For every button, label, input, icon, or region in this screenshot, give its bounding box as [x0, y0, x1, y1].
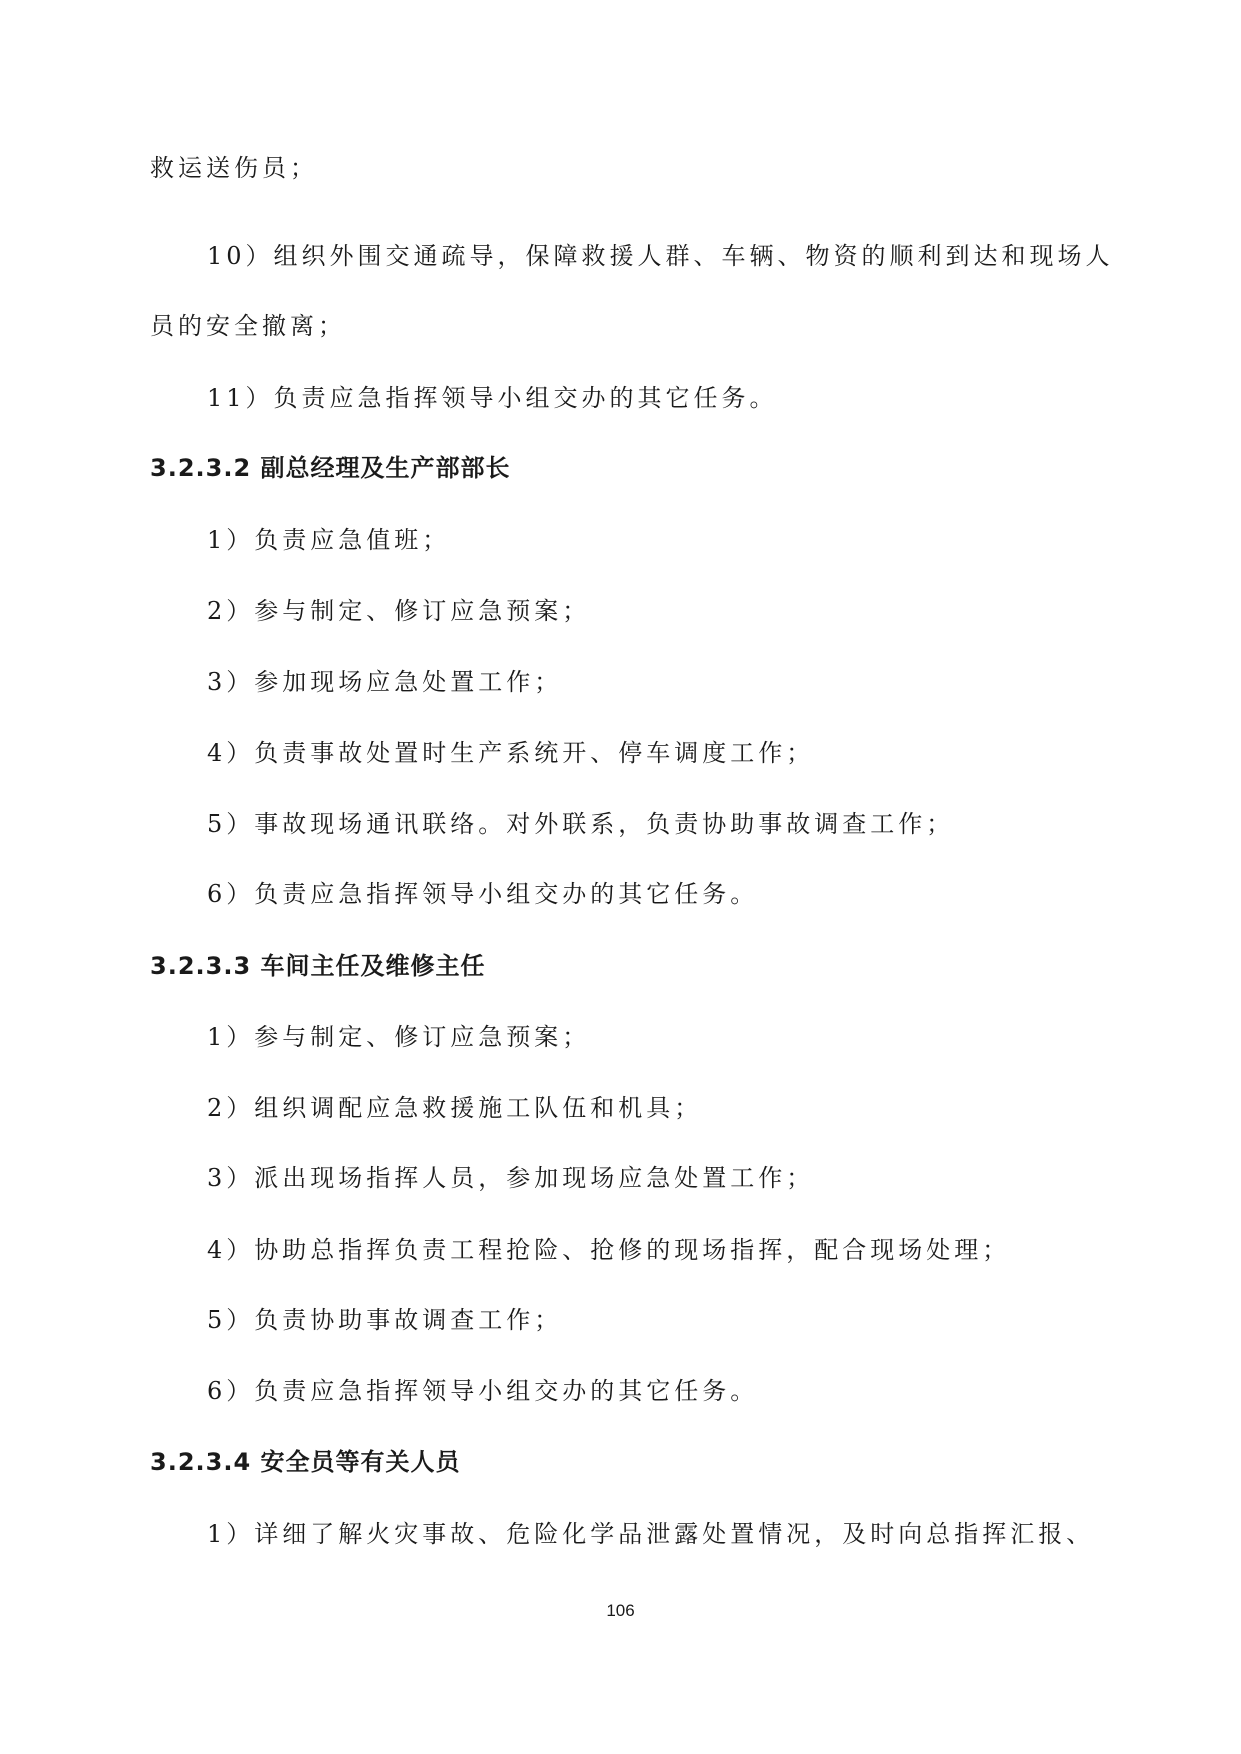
list-item: 5）事故现场通讯联络。对外联系，负责协助事故调查工作；	[207, 810, 955, 838]
paragraph-line: 员的安全撤离；	[150, 312, 346, 340]
paragraph-line: 救运送伤员；	[150, 154, 318, 182]
section-heading: 3.2.3.4 安全员等有关人员	[150, 1448, 461, 1476]
list-item: 6）负责应急指挥领导小组交办的其它任务。	[207, 880, 759, 908]
list-item: 1）详细了解火灾事故、危险化学品泄露处置情况，及时向总指挥汇报、	[207, 1520, 1095, 1548]
list-item: 6）负责应急指挥领导小组交办的其它任务。	[207, 1377, 759, 1405]
paragraph-line: 11）负责应急指挥领导小组交办的其它任务。	[207, 384, 778, 412]
list-item: 1）负责应急值班；	[207, 526, 451, 554]
page-number: 106	[606, 1601, 635, 1620]
list-item: 2）组织调配应急救援施工队伍和机具；	[207, 1094, 703, 1122]
list-item: 3）参加现场应急处置工作；	[207, 668, 563, 696]
paragraph-line: 10）组织外围交通疏导，保障救援人群、车辆、物资的顺利到达和现场人	[207, 242, 1114, 270]
list-item: 3）派出现场指挥人员，参加现场应急处置工作；	[207, 1164, 815, 1192]
list-item: 1）参与制定、修订应急预案；	[207, 1023, 591, 1051]
section-heading: 3.2.3.3 车间主任及维修主任	[150, 952, 486, 980]
section-heading: 3.2.3.2 副总经理及生产部部长	[150, 454, 511, 482]
list-item: 4）负责事故处置时生产系统开、停车调度工作；	[207, 739, 815, 767]
list-item: 4）协助总指挥负责工程抢险、抢修的现场指挥，配合现场处理；	[207, 1236, 1011, 1264]
list-item: 5）负责协助事故调查工作；	[207, 1306, 563, 1334]
list-item: 2）参与制定、修订应急预案；	[207, 597, 591, 625]
